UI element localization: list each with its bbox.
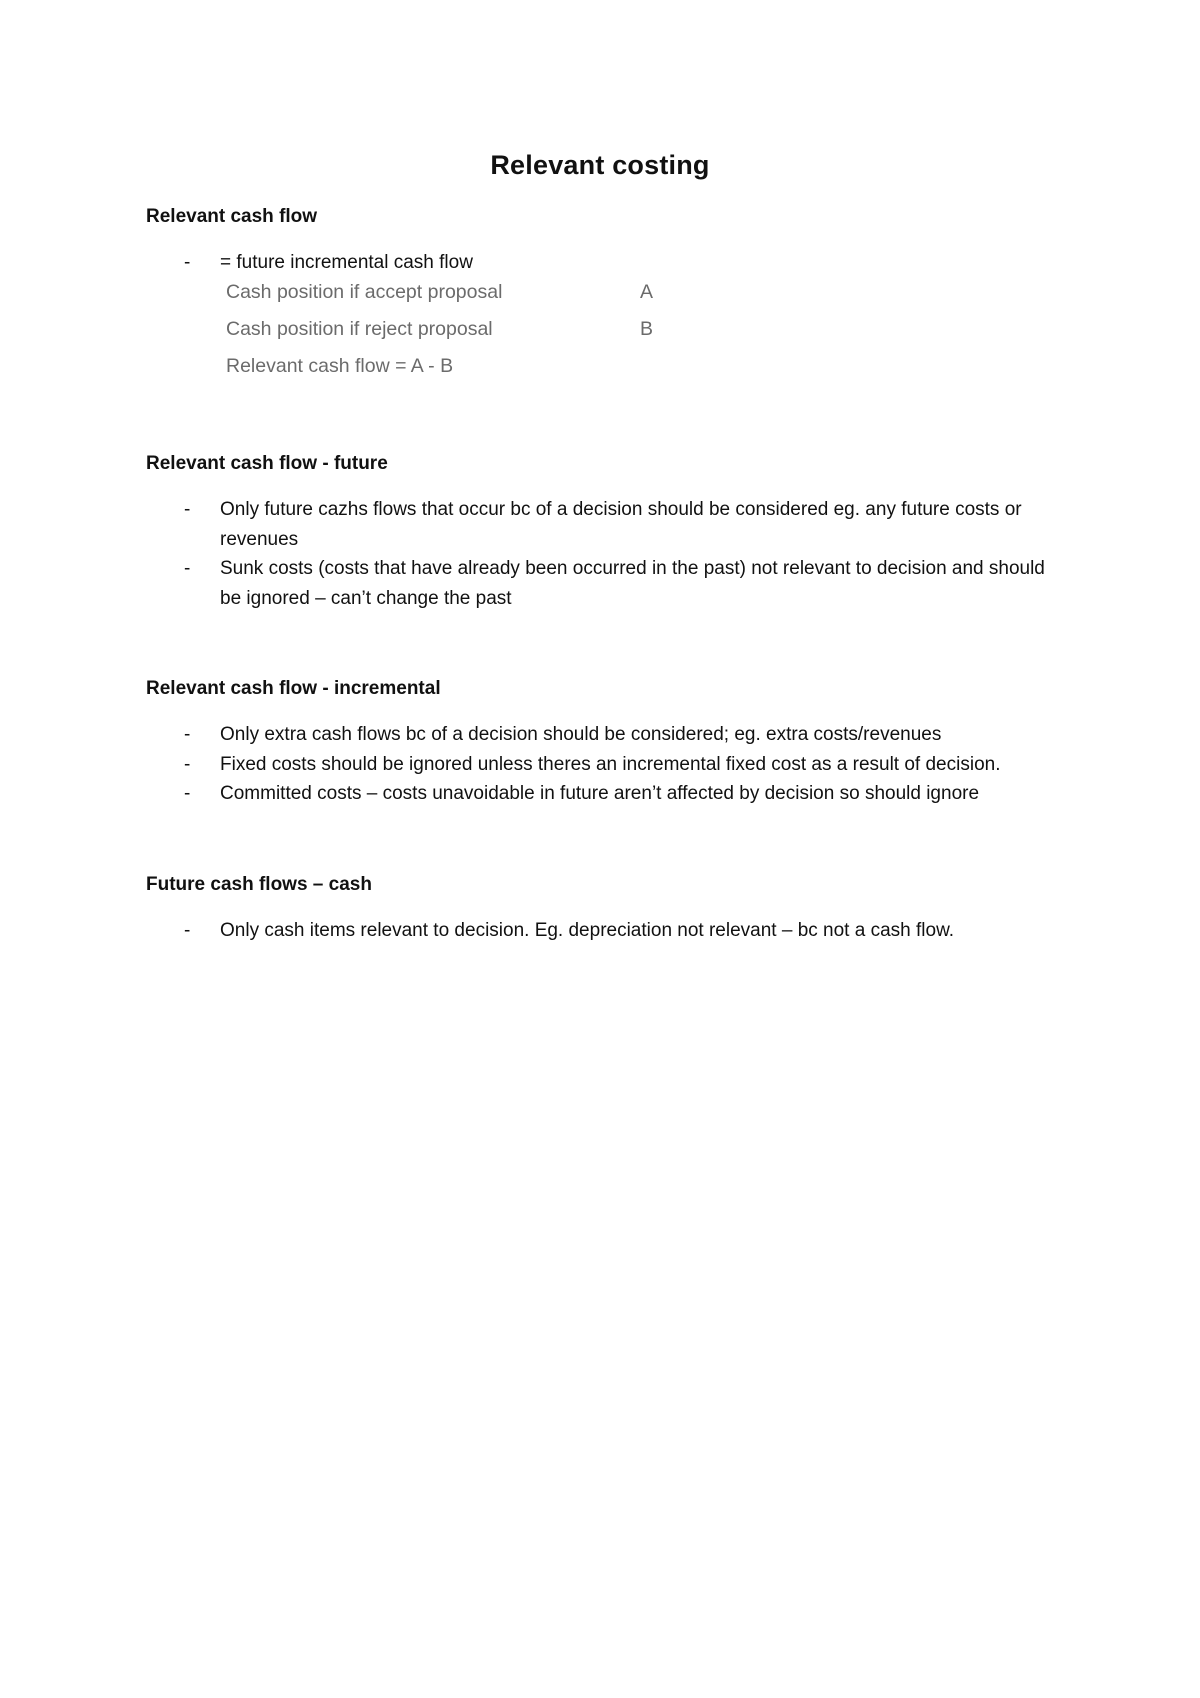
formula-result: Relevant cash flow = A - B [226, 355, 454, 377]
bullet-list-relevant-cash-flow [146, 248, 1066, 278]
bullet-dash: - [184, 499, 191, 520]
bullet-dash: - [184, 252, 191, 273]
bullet-dash: - [184, 724, 191, 745]
bullet-list-future [146, 495, 1066, 613]
section-heading-incremental: Relevant cash flow - incremental [146, 678, 441, 699]
bullet-dash: - [184, 920, 191, 941]
bullet-dash: - [184, 558, 191, 579]
formula-row-accept [226, 281, 706, 318]
formula-label: Cash position if reject proposal [226, 318, 493, 340]
formula-row-reject [226, 318, 706, 355]
list-item [146, 720, 1066, 750]
bullet-dash: - [184, 753, 191, 775]
formula-row-result [226, 355, 706, 392]
bullet-list-cash [146, 916, 1066, 946]
section-heading-cash: Future cash flows – cash [146, 874, 372, 895]
bullet-text: Fixed costs should be ignored unless theres an incremental fixed cost as a result of decision. [220, 753, 1001, 775]
bullet-text: Sunk costs (costs that have already been occurred in the past) not relevant to decision and should be ignored – can’t change the past [220, 558, 1045, 609]
section-heading-relevant-cash-flow: Relevant cash flow [146, 206, 318, 227]
list-item [146, 495, 1066, 554]
relevant-cash-flow-formula [226, 281, 706, 392]
list-item [146, 554, 1066, 613]
formula-label: Cash position if accept proposal [226, 281, 503, 303]
bullet-text: Only cash items relevant to decision. Eg. depreciation not relevant – bc not a cash flow. [220, 920, 955, 941]
page-title: Relevant costing [490, 150, 710, 180]
bullet-dash: - [184, 783, 191, 804]
list-item [146, 750, 1066, 780]
bullet-text: Only extra cash flows bc of a decision should be considered; eg. extra costs/revenues [220, 724, 942, 745]
bullet-list-incremental [146, 720, 1066, 809]
formula-value: A [640, 281, 654, 303]
list-item [146, 248, 1066, 278]
list-item [146, 779, 1066, 809]
bullet-text: Committed costs – costs unavoidable in future aren’t affected by decision so should ignore [220, 783, 980, 804]
section-heading-future: Relevant cash flow - future [146, 453, 388, 474]
formula-value: B [640, 318, 654, 340]
bullet-text: Only future cazhs flows that occur bc of a decision should be considered eg. any future costs or revenues [220, 499, 1022, 550]
bullet-text: = future incremental cash flow [220, 252, 473, 273]
list-item [146, 916, 1066, 946]
